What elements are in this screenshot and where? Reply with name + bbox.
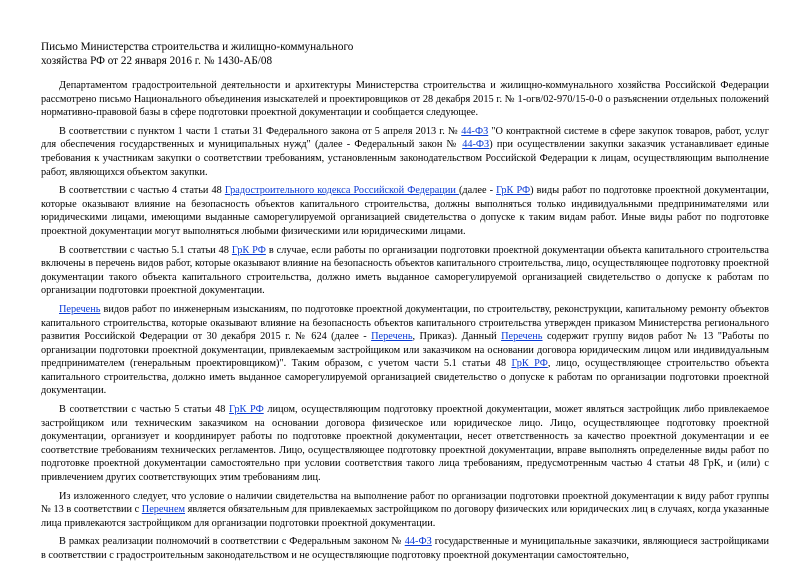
paragraph-text: (далее - [458,185,497,197]
paragraph-text: видов работ по инженерным изысканиям, по подготовке проектной документации, по строительству, реконструкции, капитальному ремонту объектов капитального строительства, которые оказывают влияние на безопасность объектов капитального строительства утвержден приказом Министерства регионального развития Российской Федерации от 30 декабря 2015 г. № 624 (далее - [41,303,769,343]
paragraph-text: государственные и муниципальные заказчики, являющиеся застройщиками в соответствии с градостроительным законодательством и не осуществляющие подготовку проектной документации самостоятельно, [41,536,769,561]
paragraph-text: Из изложенного следует, что условие о наличии свидетельства на выполнение работ по организации подготовки проектной документации к виду работ группы № 13 в соответствии с [41,490,769,516]
paragraph [41,403,769,485]
document-link[interactable]: Перечень [371,331,413,343]
paragraph-text: В рамках реализации полномочий в соответствии с Федеральным законом № [59,536,405,548]
paragraph-text: "О контрактной системе в сфере закупок товаров, работ, услуг для обеспечения государственных и муниципальных нужд" (далее - Федеральный закон № [41,125,769,151]
paragraph [41,490,769,531]
document-link[interactable]: 44-ФЗ [404,536,432,548]
paragraph [41,125,769,179]
paragraph-text: В соответствии с частью 5 статьи 48 [59,404,230,416]
document-link[interactable]: ГрК РФ [496,185,531,197]
document-link[interactable]: ГрК РФ [229,404,264,416]
paragraph [41,303,769,398]
document-link[interactable]: ГрК РФ [231,244,266,256]
paragraph [41,244,769,298]
paragraph-text: в случае, если работы по организации подготовки проектной документации объекта капитального строительства включены в перечень видов работ, которые оказывают влияние на безопасность объектов капитального строительства, лицо, осуществляющее подготовку проектной документации такого объекта капитального строительства, должно иметь выданное саморегулируемой организацией свидетельство о допуске к работам по организации подготовки проектной документации. [41,244,769,297]
paragraph-text: В соответствии с частью 5.1 статьи 48 [59,244,232,256]
document-link[interactable]: 44-ФЗ [462,139,490,151]
document-title [41,40,769,68]
paragraph [41,79,769,120]
document-link[interactable]: Перечень [59,303,101,315]
paragraph-text: является обязательным для привлекаемых застройщиком по договору физических или юридических лиц в случаях, когда указанные лица привлекаются застройщиком для организации подготовки проектной документации. [41,504,770,529]
document-link[interactable]: Градостроительного кодекса Российской Федерации [224,185,459,197]
paragraph-text: лицом, осуществляющим подготовку проектной документации, может являться застройщик либо привлекаемое застройщиком или техническим заказчиком на основании договора физическое или юридическое лицо. Лицо, осуществляющее подготовку проектной документации, организует и координирует работы по подготовке проектной документации, несет ответственность за качество проектной документации и ее соответствие требованиям технических регламентов. Лицо, осуществляющее подготовку проектной документации, вправе выполнять определенные виды работ по подготовке проектной документации самостоятельно при условии соответствия такого лица требованиям, предусмотренным частью 4 статьи 48 ГрК, и (или) с привлечением других соответствующих этим требованиям лиц. [41,404,770,484]
document-link[interactable]: Перечнем [141,504,186,516]
document-body [41,79,769,563]
paragraph-text: , Приказ). Данный [412,331,502,343]
paragraph-text: ) виды работ по подготовке проектной документации, которые оказывают влияние на безопасность объектов капитального строительства, должны выполняться только индивидуальными предпринимателями или юридическими лицами, имеющими выданные саморегулируемой организацией свидетельства о допуске к таким видам работ. Иные виды работ по подготовке проектной документации могут выполняться любыми физическими или юридическими лицами. [41,185,769,237]
document-link[interactable]: ГрК РФ [511,358,548,370]
paragraph [41,535,769,562]
paragraph-text: содержит группу видов работ № 13 "Работы по организации подготовки проектной документации, привлекаемым застройщиком или заказчиком на основании договора юридическим лицом или индивидуальным предпринимателем (генеральным проектировщиком)". Таким образом, с учетом части 5.1 статьи 48 [41,331,769,370]
paragraph [41,184,769,238]
paragraph-text: ) при осуществлении закупки заказчик устанавливает единые требования к участникам закупки о соответствии требованиям, установленным законодательством Российской Федерации к лицам, осуществляющим выполнение работ, являющихся объектом закупки. [41,139,769,178]
title-line-1: Письмо Министерства строительства и жилищно-коммунального [41,41,354,53]
document-link[interactable]: Перечень [501,331,543,343]
paragraph-text: В соответствии с пунктом 1 части 1 статьи 31 Федерального закона от 5 апреля 2013 г. № [59,125,462,137]
document-link[interactable]: 44-ФЗ [461,125,489,137]
paragraph-text: В соответствии с частью 4 статьи 48 [59,185,225,197]
paragraph-text: Департаментом градостроительной деятельности и архитектуры Министерства строительства и жилищно-коммунального хозяйства Российской Федерации рассмотрено письмо Национального объединения изыскателей и проектировщиков от 28 декабря 2015 г. № 1-огв/02-970/15-0-0 о разъяснении отдельных положений нормативно-правовой базы в сфере подготовки проектной документации и сообщается следующее. [41,80,769,119]
document-page [41,40,769,568]
title-line-2: хозяйства РФ от 22 января 2016 г. № 1430-АБ/08 [41,55,273,67]
paragraph-text: , лицо, осуществляющее строительство объекта капитального строительства, должно иметь выданное саморегулируемой организацией свидетельство о допуске к работам по организации подготовки проектной документации. [41,358,769,397]
